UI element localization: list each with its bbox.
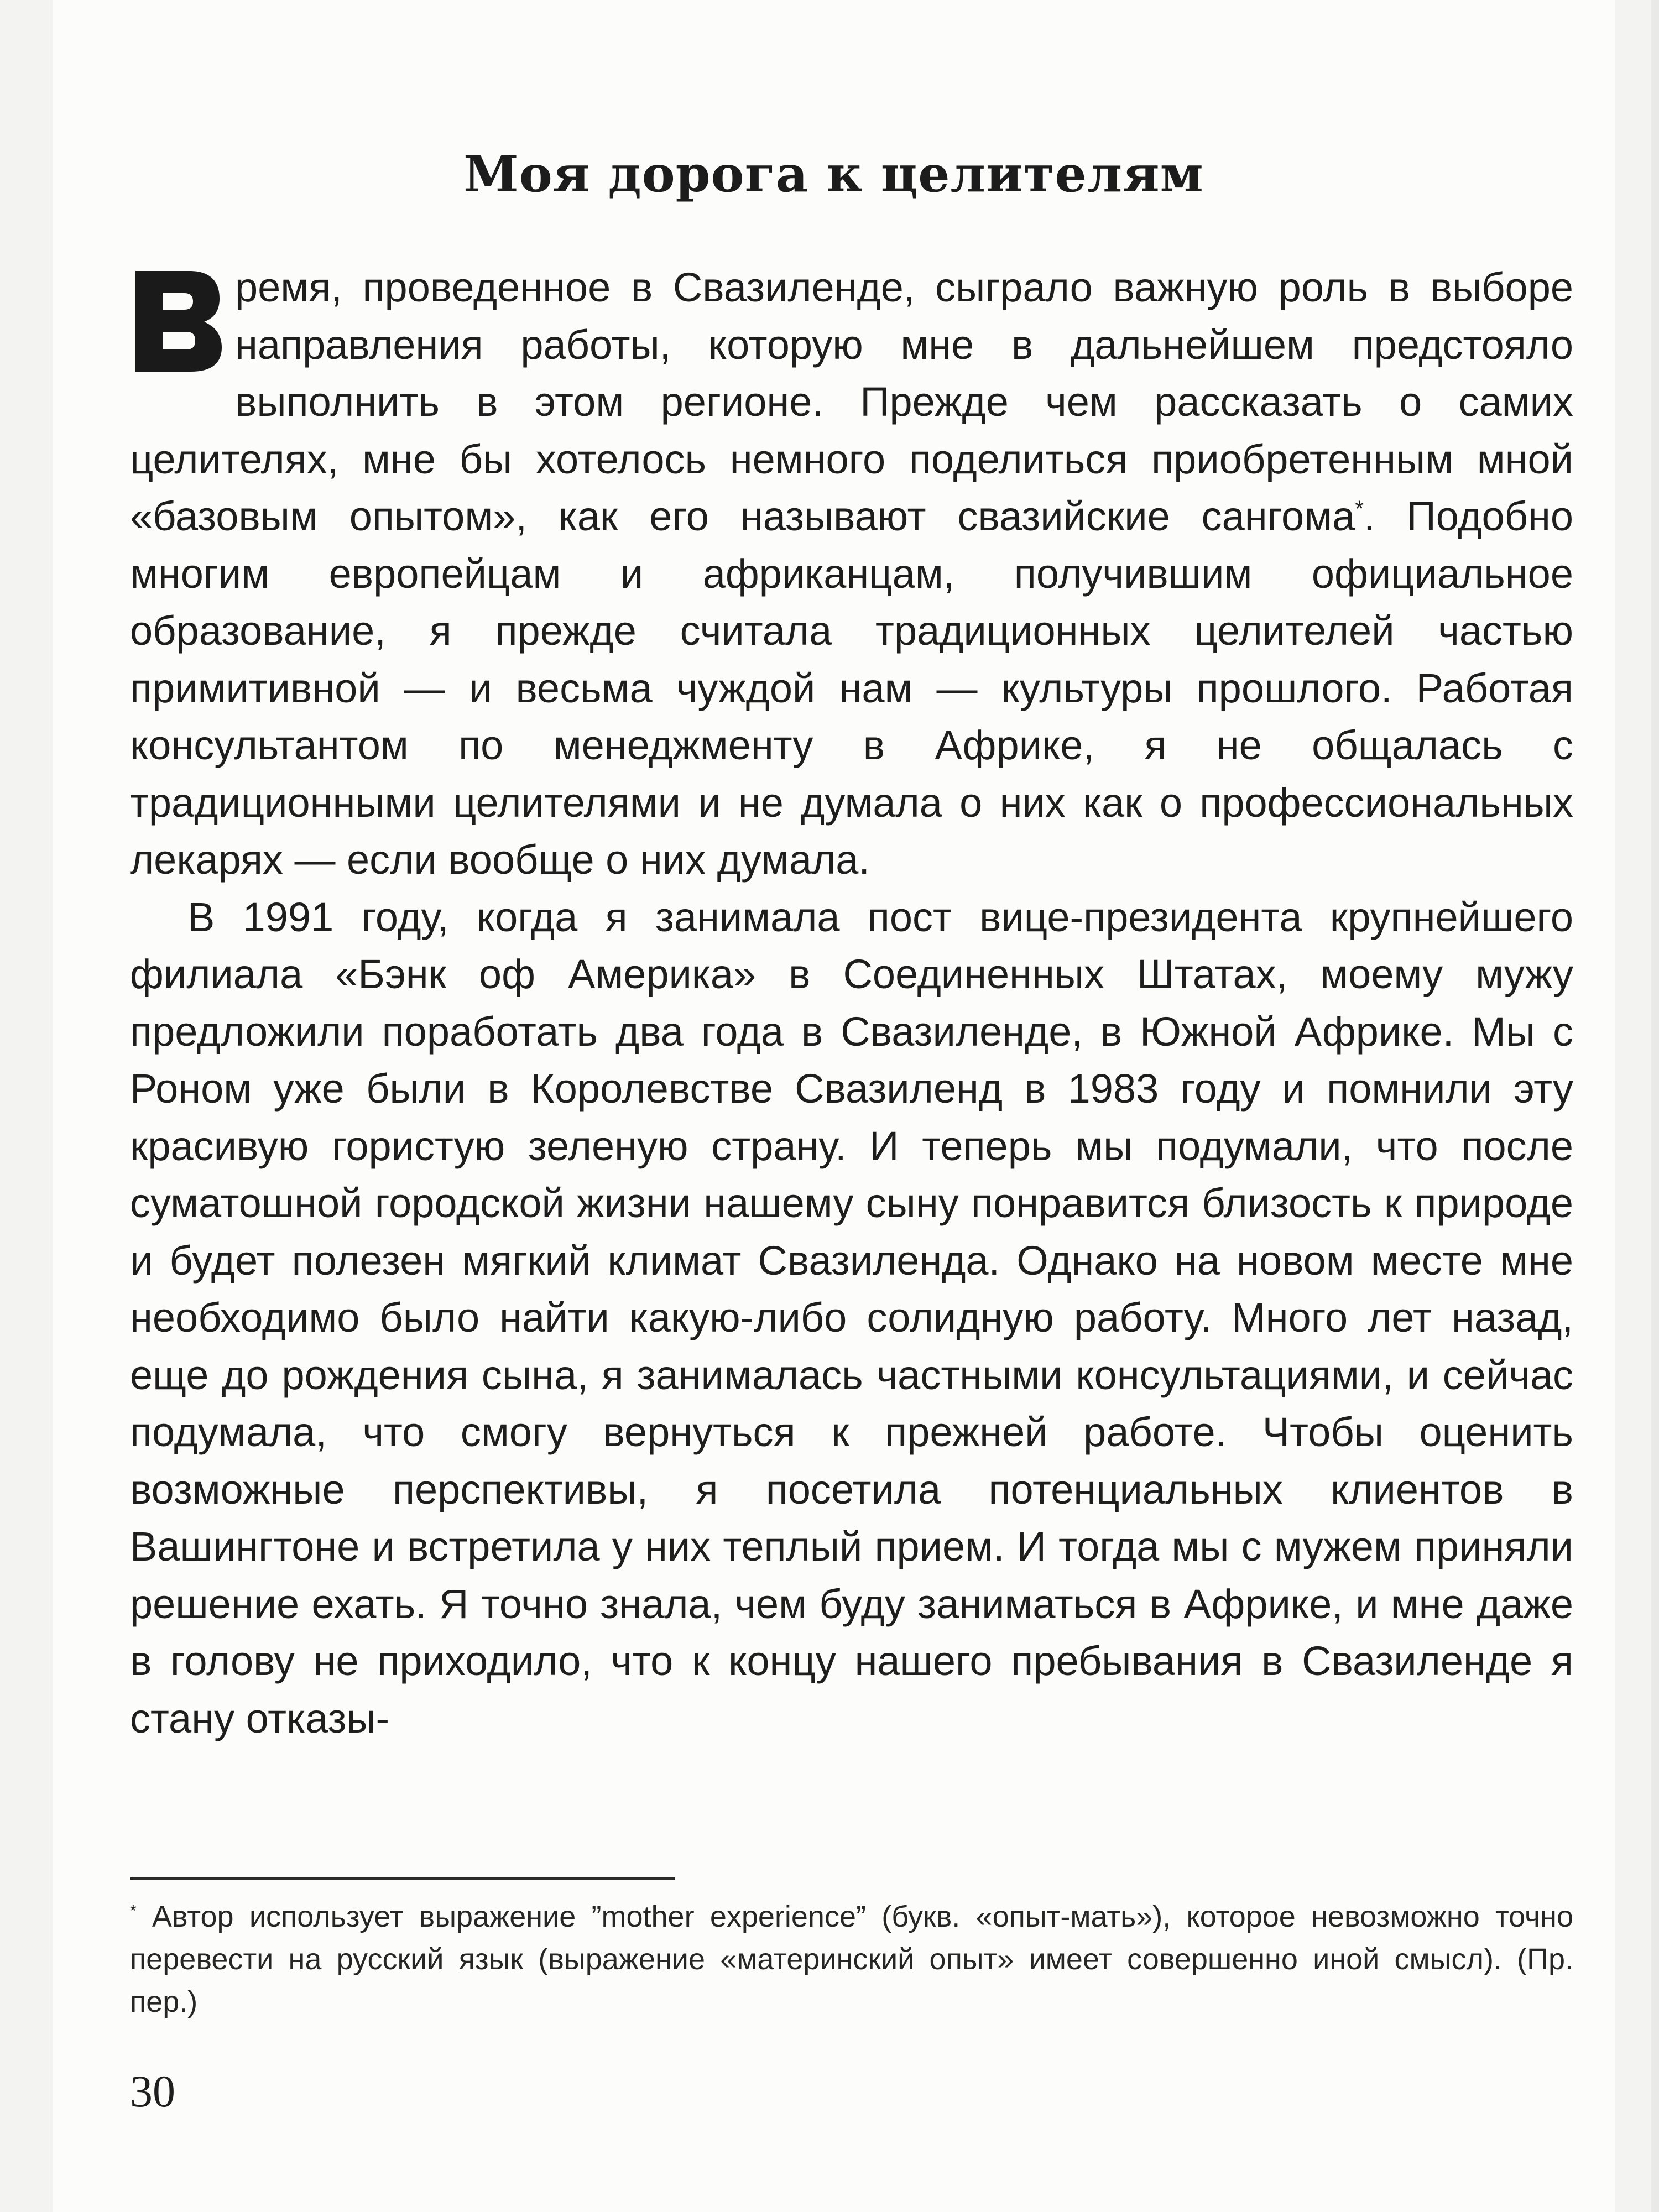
dropcap-letter	[130, 267, 223, 375]
footnote-marker: *	[130, 1902, 137, 1920]
footnote-text: Автор использует выражение ”mother experience” (букв. «опыт-мать»), которое невозможно точно перевести на русский язык (выражение «материнский опыт» имеет совершенно иной смысл). (Пр. пер.)	[130, 1900, 1573, 2018]
chapter-title: Моя дорога к целителям	[463, 145, 1204, 204]
footnote	[130, 1896, 1573, 2023]
footnote-divider	[130, 1877, 675, 1880]
footnote-ref-marker: *	[1355, 495, 1364, 521]
page-edge-shadow	[1651, 0, 1659, 2212]
paragraph-2: В 1991 году, когда я занимала пост вице-президента крупнейшего филиала «Бэнк оф Америка» в Соединенных Штатах, моему мужу предложили поработать два года в Свазиленде, в Южной Африке. Мы с Роном уже были в Королевстве Свазиленд в 1983 году и помнили эту красивую гористую зеленую страну. И теперь мы подумали, что после суматошной городской жизни нашему сыну понравится близость к природе и будет полезен мягкий климат Свазиленда. Однако на новом месте мне необходимо было найти какую-либо солидную работу. Много лет назад, еще до рождения сына, я занималась частными консультациями, и сейчас подумала, что смогу вернуться к прежней работе. Чтобы оценить возможные перспективы, я посетила потенциальных клиентов в Вашингтоне и встретила у них теплый прием. И тогда мы с мужем приняли решение ехать. Я точно знала, чем буду заниматься в Африке, и мне даже в голову не приходило, что к концу нашего пребывания в Свазиленде я стану отказы-	[130, 894, 1573, 1741]
paragraph-1	[130, 259, 1573, 889]
body-text	[130, 259, 1573, 1747]
paragraph-1-continuation: . Подобно многим европейцам и африканцам, получившим официальное образование, я прежде считала традиционных целителей частью примитивной — и весьма чуждой нам — культуры прошлого. Работая консультантом по менеджменту в Африке, я не общалась с традиционными целителями и не думала о них как о профессиональных лекарях — если вообще о них думала.	[130, 493, 1574, 883]
page-number: 30	[130, 2066, 175, 2116]
paragraph-1-text: ремя, проведенное в Свазиленде, сыграло важную роль в выборе направления работы, которую мне в дальнейшем предстояло выполнить в этом регионе. Прежде чем рассказать о самих целителях, мне бы хотелось немного поделиться приобретенным мной «базовым опытом», как его называют свазийские сангома	[130, 264, 1573, 539]
